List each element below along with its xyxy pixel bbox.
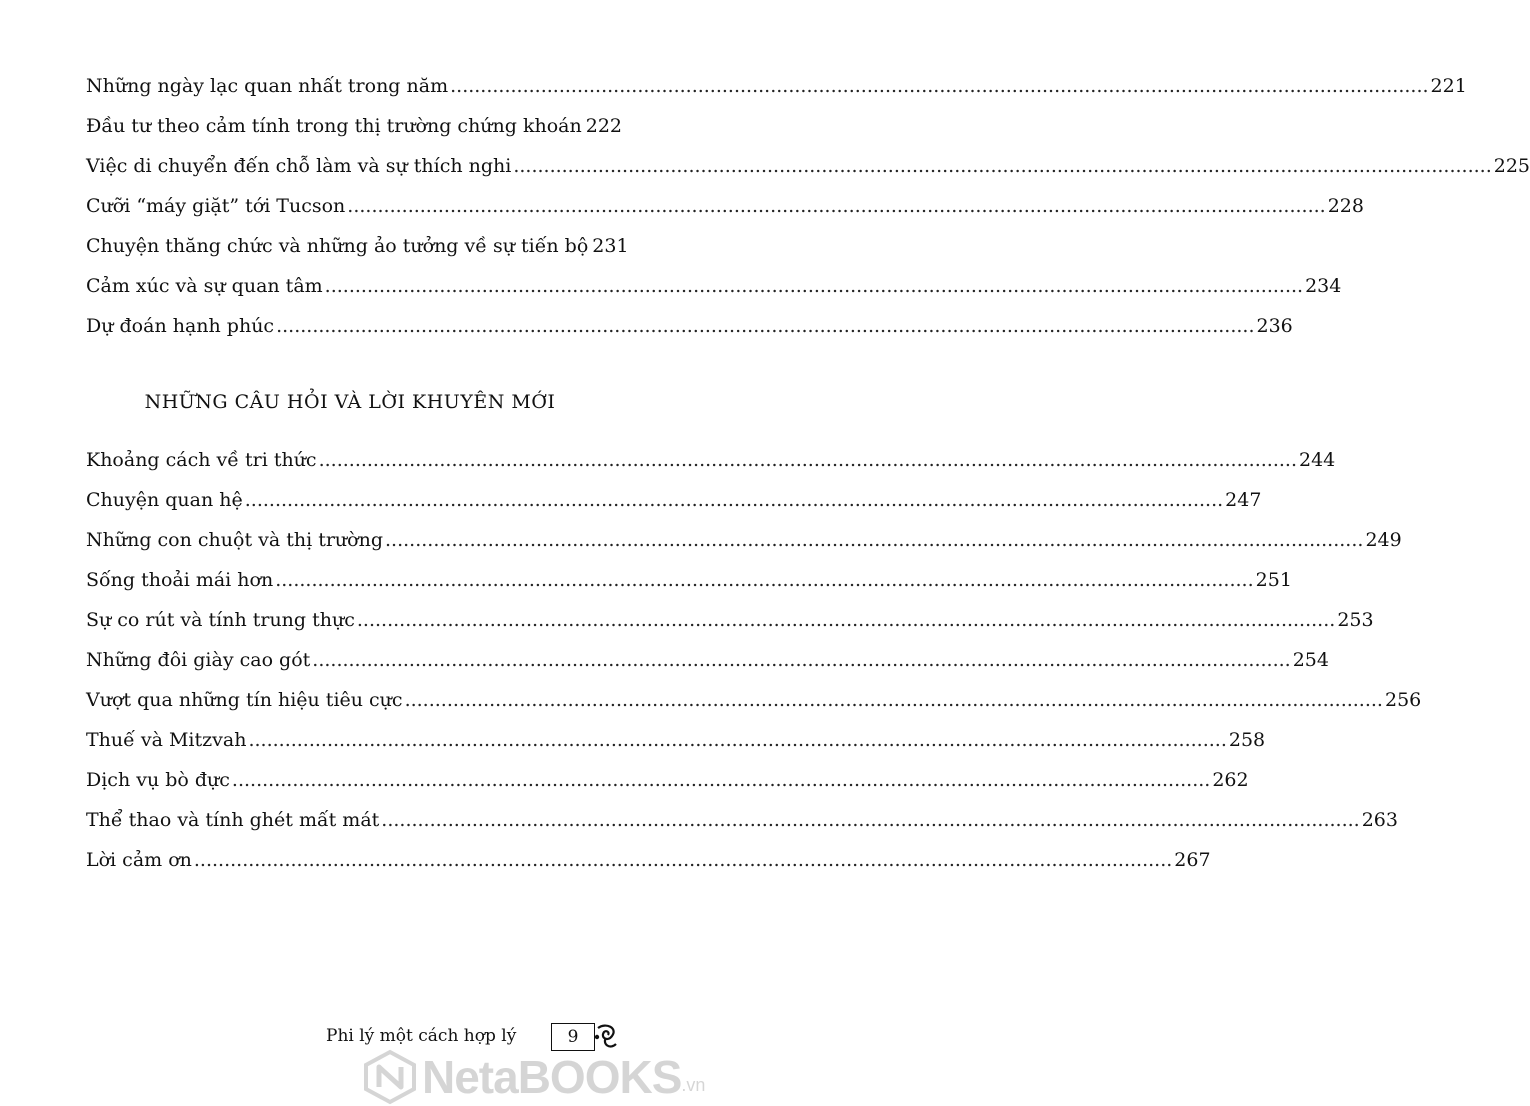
toc-entry-title: Cảm xúc và sự quan tâm (86, 275, 323, 297)
toc-entry (86, 560, 1292, 600)
toc-entry-title: Thuế và Mitzvah (86, 729, 247, 751)
toc-leader-dots (319, 440, 1297, 480)
toc-entry-page: 231 (592, 235, 629, 257)
toc-leader-dots (245, 480, 1223, 520)
toc-entry (86, 520, 1402, 560)
toc-entry-page: 253 (1337, 609, 1374, 631)
toc-entry (86, 600, 1374, 640)
running-footer-title: Phi lý một cách hợp lý (326, 1026, 517, 1046)
toc-entry-title: Dự đoán hạnh phúc (86, 315, 275, 337)
section-heading: NHỮNG CÂU HỎI VÀ LỜI KHUYÊN MỚI (144, 391, 556, 413)
toc-entry-page: 267 (1174, 849, 1211, 871)
toc-entry (86, 840, 1211, 880)
toc-list-part2 (86, 440, 1422, 880)
toc-entry-title: Vượt qua những tín hiệu tiêu cực (86, 689, 403, 711)
netabooks-logo-icon (362, 1049, 418, 1105)
toc-entry (86, 640, 1329, 680)
toc-leader-dots (232, 760, 1210, 800)
toc-leader-dots (312, 640, 1290, 680)
toc-entry-title: Sống thoải mái hơn (86, 569, 274, 591)
toc-entry-page: 236 (1256, 315, 1293, 337)
toc-entry-page: 249 (1365, 529, 1402, 551)
toc-entry-page: 256 (1384, 689, 1422, 711)
toc-entry-title: Chuyện thăng chức và những ảo tưởng về sự tiến bộ (86, 235, 589, 257)
toc-entry-page: 262 (1212, 769, 1249, 791)
toc-entry (86, 306, 1293, 346)
toc-entry-title: Những đôi giày cao gót (86, 649, 311, 671)
toc-entry-page: 234 (1305, 275, 1342, 297)
toc-entry-page: 263 (1361, 809, 1398, 831)
toc-entry-page: 244 (1299, 449, 1336, 471)
toc-entry-page: 247 (1225, 489, 1262, 511)
toc-leader-dots (248, 720, 1226, 760)
toc-entry-page: 254 (1292, 649, 1329, 671)
toc-entry-title: Việc di chuyển đến chỗ làm và sự thích nghi (86, 155, 512, 177)
page-number: 9 (567, 1027, 579, 1047)
toc-entry-title: Khoảng cách về tri thức (86, 449, 317, 471)
toc-entry-title: Dịch vụ bò đực (86, 769, 230, 791)
toc-entry-title: Những ngày lạc quan nhất trong năm (86, 75, 449, 97)
toc-leader-dots (513, 146, 1491, 186)
toc-leader-dots (357, 600, 1335, 640)
toc-entry (86, 680, 1422, 720)
toc-entry-page: 222 (585, 115, 623, 137)
toc-leader-dots (347, 186, 1325, 226)
toc-leader-dots (275, 560, 1253, 600)
toc-entry-title: Thể thao và tính ghét mất mát (86, 809, 380, 831)
toc-entry-page: 228 (1327, 195, 1364, 217)
toc-entry-title: Sự co rút và tính trung thực (86, 609, 355, 631)
toc-entry-title: Lời cảm ơn (86, 849, 192, 871)
toc-entry (86, 480, 1262, 520)
toc-list-part1 (86, 66, 1530, 346)
toc-entry-page: 251 (1255, 569, 1292, 591)
watermark-suffix: .vn (681, 1075, 706, 1095)
toc-leader-dots (385, 520, 1363, 560)
page-number-box (551, 1023, 595, 1051)
watermark (362, 1048, 706, 1106)
toc-entry (86, 66, 1467, 106)
toc-entry-title: Chuyện quan hệ (86, 489, 243, 511)
toc-leader-dots (276, 306, 1254, 346)
toc-entry-title: Những con chuột và thị trường (86, 529, 384, 551)
toc-leader-dots (381, 800, 1359, 840)
toc-entry (86, 186, 1364, 226)
toc-leader-dots (450, 66, 1428, 106)
toc-entry (86, 266, 1342, 306)
toc-entry-page: 258 (1228, 729, 1266, 751)
toc-entry (86, 106, 623, 146)
toc-entry (86, 226, 629, 266)
toc-entry (86, 800, 1398, 840)
toc-entry-title: Cưỡi “máy giặt” tới Tucson (86, 195, 346, 217)
toc-entry-title: Đầu tư theo cảm tính trong thị trường chứng khoán (86, 115, 582, 137)
toc-entry (86, 720, 1266, 760)
watermark-brand: NetaBOOKS (422, 1051, 682, 1103)
toc-leader-dots (405, 680, 1383, 720)
toc-entry (86, 146, 1530, 186)
toc-entry-page: 221 (1430, 75, 1467, 97)
toc-entry (86, 440, 1336, 480)
toc-entry-page: 225 (1493, 155, 1530, 177)
toc-leader-dots (194, 840, 1172, 880)
toc-entry (86, 760, 1249, 800)
toc-leader-dots (325, 266, 1303, 306)
